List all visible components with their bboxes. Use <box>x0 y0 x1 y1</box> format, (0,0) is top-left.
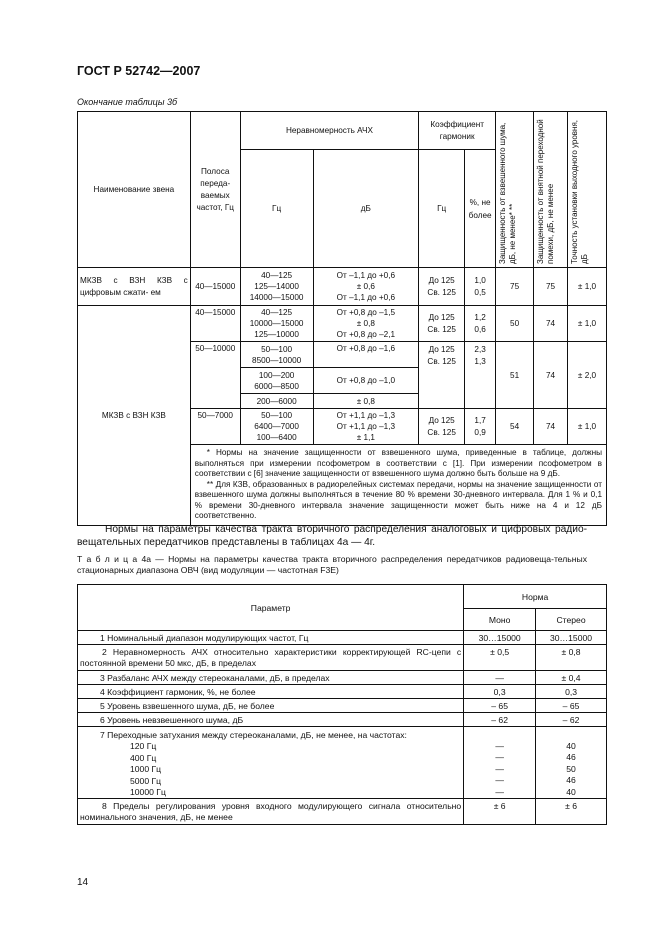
cell-stereo: 40 46 50 46 40 <box>536 727 607 799</box>
page-number: 14 <box>77 877 89 888</box>
cell-afr-hz: 50—100 8500—10000 <box>240 342 313 368</box>
cell-stereo: ± 0,8 <box>536 645 607 671</box>
header-mono: Моно <box>464 609 536 631</box>
header-afr-db: дБ <box>313 150 419 268</box>
table-4a-caption: Т а б л и ц а 4а — Нормы на параметры качества тракта вторичного распределения передатчиков радиовеща-тельных стационарных диапазона ОВЧ (вид модуляции — частотная F3E) <box>77 554 587 575</box>
cell-stereo: ± 6 <box>536 799 607 825</box>
cell-band: 50—7000 <box>190 409 240 445</box>
note-2: ** Для КЗВ, образованных в радиорелейных системах передачи, нормы на значение защищенности от взвешенного шума должны выполняться в течение 80 % времени 30-дневного интервала. Для 1 % и 0,1 % времени 30-дневного интервала значение защищенности может быть ниже на 4 и 12 дБ соответственно. <box>194 479 602 520</box>
header-weighted-noise: Защищенность от взвешенного шума, дБ, не менее* ** <box>496 112 534 268</box>
header-parameter: Параметр <box>78 585 464 631</box>
cell-weighted: 75 <box>496 268 534 306</box>
cell-afr-db: От +0,8 до –1,0 <box>313 368 419 394</box>
cell-param: 8 Пределы регулирования уровня входного модулирующего сигнала относительно номинального значения, дБ, не менее <box>78 799 464 825</box>
cell-afr-hz: 50—100 6400—7000 100—6400 <box>240 409 313 445</box>
cell-accuracy: ± 2,0 <box>568 342 607 409</box>
cell-mono: – 65 <box>464 699 536 713</box>
cell-mono: 30…15000 <box>464 631 536 645</box>
header-harm-pct: %, не более <box>465 150 496 268</box>
cell-crosstalk: 75 <box>534 268 568 306</box>
cell-stereo: – 62 <box>536 713 607 727</box>
cell-harm-pct: 2,3 1,3 <box>465 342 496 409</box>
cell-mono: ± 6 <box>464 799 536 825</box>
cell-param: 3 Разбаланс АЧХ между стереоканалами, дБ, в пределах <box>78 671 464 685</box>
cell-param: 1 Номинальный диапазон модулирующих частот, Гц <box>78 631 464 645</box>
header-harmonics: Коэффициент гармоник <box>419 112 496 150</box>
cell-accuracy: ± 1,0 <box>568 268 607 306</box>
header-accuracy: Точность установки выходного уровня, дБ <box>568 112 607 268</box>
header-stereo: Стерео <box>536 609 607 631</box>
cell-name: МКЗВ с ВЗН КЗВ с цифровым сжати- ем <box>78 268 191 306</box>
cell-stereo: 0,3 <box>536 685 607 699</box>
cell-afr-db: От +0,8 до –1,6 <box>313 342 419 368</box>
table-row <box>78 799 607 825</box>
header-afr-hz: Гц <box>240 150 313 268</box>
cell-harm-hz: До 125 Св. 125 <box>419 306 465 342</box>
cell-mono: — — — — — <box>464 727 536 799</box>
cell-mono: ± 0,5 <box>464 645 536 671</box>
cell-weighted: 50 <box>496 306 534 342</box>
header-crosstalk: Защищенность от внятной переходной помехи, дБ, не менее <box>534 112 568 268</box>
table-row <box>78 699 607 713</box>
table-row <box>78 268 607 306</box>
header-harm-hz: Гц <box>419 150 465 268</box>
note-1: * Нормы на значение защищенности от взвешенного шума, приведенные в таблице, должны выполняться при измерении псофометром в соответствии с [1]. При измерении псофометром в соответствии с [6] значение защищенности от взвешенного шума должно быть больше на 9 дБ. <box>194 448 602 478</box>
cell-accuracy: ± 1,0 <box>568 409 607 445</box>
header-band: Полоса переда- ваемых частот, Гц <box>190 112 240 268</box>
table-row <box>78 685 607 699</box>
table-row <box>78 727 607 799</box>
cell-afr-hz: 40—125 125—14000 14000—15000 <box>240 268 313 306</box>
header-name: Наименование звена <box>78 112 191 268</box>
cell-afr-hz: 200—6000 <box>240 394 313 409</box>
cell-band: 40—15000 <box>190 306 240 342</box>
table-3b <box>77 111 607 526</box>
body-paragraph: Нормы на параметры качества тракта вторичного распределения аналоговых и цифровых радио-вещательных передатчиков представлены в таблицах 4а — 4г. <box>77 524 587 548</box>
table-row <box>78 713 607 727</box>
cell-accuracy: ± 1,0 <box>568 306 607 342</box>
cell-stereo: 30…15000 <box>536 631 607 645</box>
cell-param: 4 Коэффициент гармоник, %, не более <box>78 685 464 699</box>
document-header: ГОСТ Р 52742—2007 <box>77 64 201 78</box>
cell-stereo: ± 0,4 <box>536 671 607 685</box>
cell-afr-db: От –1,1 до +0,6 ± 0,6 От –1,1 до +0,6 <box>313 268 419 306</box>
cell-band: 40—15000 <box>190 268 240 306</box>
cell-harm-pct: 1,7 0,9 <box>465 409 496 445</box>
table-row <box>78 671 607 685</box>
table-4a <box>77 584 607 825</box>
cell-param: 5 Уровень взвешенного шума, дБ, не более <box>78 699 464 713</box>
cell-weighted: 54 <box>496 409 534 445</box>
header-norm: Норма <box>464 585 607 609</box>
cell-harm-hz: До 125 Св. 125 <box>419 268 465 306</box>
table-row <box>78 645 607 671</box>
cell-param: 7 Переходные затухания между стереоканалами, дБ, не менее, на частотах: 120 Гц 400 Гц 1000 Гц 5000 Гц 10000 Гц <box>78 727 464 799</box>
cell-crosstalk: 74 <box>534 306 568 342</box>
header-afr: Неравномерность АЧХ <box>240 112 419 150</box>
table-row <box>78 631 607 645</box>
cell-band: 50—10000 <box>190 342 240 409</box>
table-3b-caption: Окончание таблицы 3б <box>77 97 178 107</box>
cell-weighted: 51 <box>496 342 534 409</box>
cell-param: 2 Неравномерность АЧХ относительно характеристики корректирующей RC-цепи с постоянной времени 50 мкс, дБ, в пределах <box>78 645 464 671</box>
table-row <box>78 306 607 342</box>
cell-stereo: – 65 <box>536 699 607 713</box>
cell-mono: 0,3 <box>464 685 536 699</box>
cell-afr-db: ± 0,8 <box>313 394 419 409</box>
cell-mono: — <box>464 671 536 685</box>
cell-afr-hz: 40—125 10000—15000 125—10000 <box>240 306 313 342</box>
cell-afr-db: От +0,8 до –1,5 ± 0,8 От +0,8 до –2,1 <box>313 306 419 342</box>
cell-name: МКЗВ с ВЗН КЗВ <box>78 306 191 526</box>
cell-harm-hz: До 125 Св. 125 <box>419 342 465 409</box>
cell-afr-db: От +1,1 до –1,3 От +1,1 до –1,3 ± 1,1 <box>313 409 419 445</box>
cell-harm-hz: До 125 Св. 125 <box>419 409 465 445</box>
cell-harm-pct: 1,2 0,6 <box>465 306 496 342</box>
cell-crosstalk: 74 <box>534 409 568 445</box>
cell-harm-pct: 1,0 0,5 <box>465 268 496 306</box>
cell-crosstalk: 74 <box>534 342 568 409</box>
cell-param: 6 Уровень невзвешенного шума, дБ <box>78 713 464 727</box>
cell-mono: – 62 <box>464 713 536 727</box>
cell-afr-hz: 100—200 6000—8500 <box>240 368 313 394</box>
